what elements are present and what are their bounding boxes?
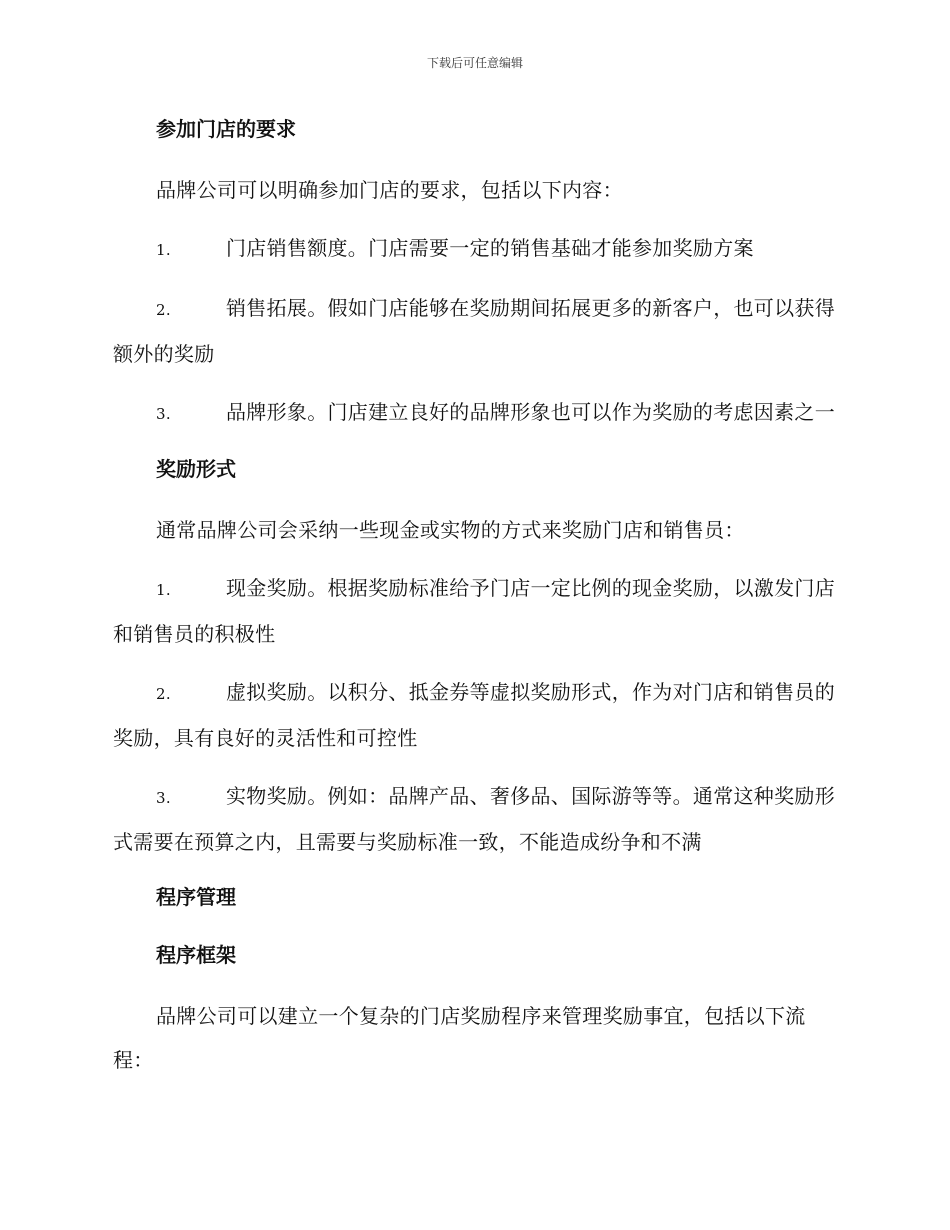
list-item-text: 门店销售额度。门店需要一定的销售基础才能参加奖励方案 — [226, 236, 754, 260]
section-heading-program-framework: 程序框架 — [156, 943, 236, 967]
list-item-text: 现金奖励。根据奖励标准给予门店一定比例的现金奖励，以激发门店和销售员的积极性 — [113, 576, 835, 646]
list-item — [113, 670, 835, 760]
list-item-number: 3. — [156, 405, 171, 423]
page-header: 下载后可任意编辑 — [426, 56, 523, 70]
list-item — [113, 390, 835, 436]
paragraph-reward-forms-intro: 通常品牌公司会采纳一些现金或实物的方式来奖励门店和销售员： — [156, 518, 745, 542]
list-item — [113, 286, 835, 376]
list-item — [113, 566, 835, 656]
paragraph-store-requirements-intro: 品牌公司可以明确参加门店的要求，包括以下内容： — [156, 178, 623, 202]
paragraph-program-framework-intro: 品牌公司可以建立一个复杂的门店奖励程序来管理奖励事宜，包括以下流程： — [113, 1004, 806, 1072]
list-item-number: 1. — [156, 241, 171, 259]
document-body — [113, 110, 835, 1096]
list-item-text: 虚拟奖励。以积分、抵金券等虚拟奖励形式，作为对门店和销售员的奖励，具有良好的灵活性和可控性 — [113, 680, 835, 750]
list-item — [113, 226, 835, 272]
section-heading-reward-forms: 奖励形式 — [156, 457, 236, 481]
list-item-number: 2. — [156, 301, 171, 319]
list-item — [113, 774, 835, 864]
section-heading-store-requirements: 参加门店的要求 — [156, 117, 296, 141]
list-item-number: 2. — [156, 685, 171, 703]
list-item-text: 销售拓展。假如门店能够在奖励期间拓展更多的新客户，也可以获得额外的奖励 — [113, 296, 835, 366]
list-item-text: 品牌形象。门店建立良好的品牌形象也可以作为奖励的考虑因素之一 — [226, 400, 835, 424]
list-item-text: 实物奖励。例如：品牌产品、奢侈品、国际游等等。通常这种奖励形式需要在预算之内，且需要与奖励标准一致，不能造成纷争和不满 — [113, 784, 835, 854]
list-item-number: 3. — [156, 789, 171, 807]
section-heading-program-management: 程序管理 — [156, 885, 236, 909]
list-item-number: 1. — [156, 581, 171, 599]
